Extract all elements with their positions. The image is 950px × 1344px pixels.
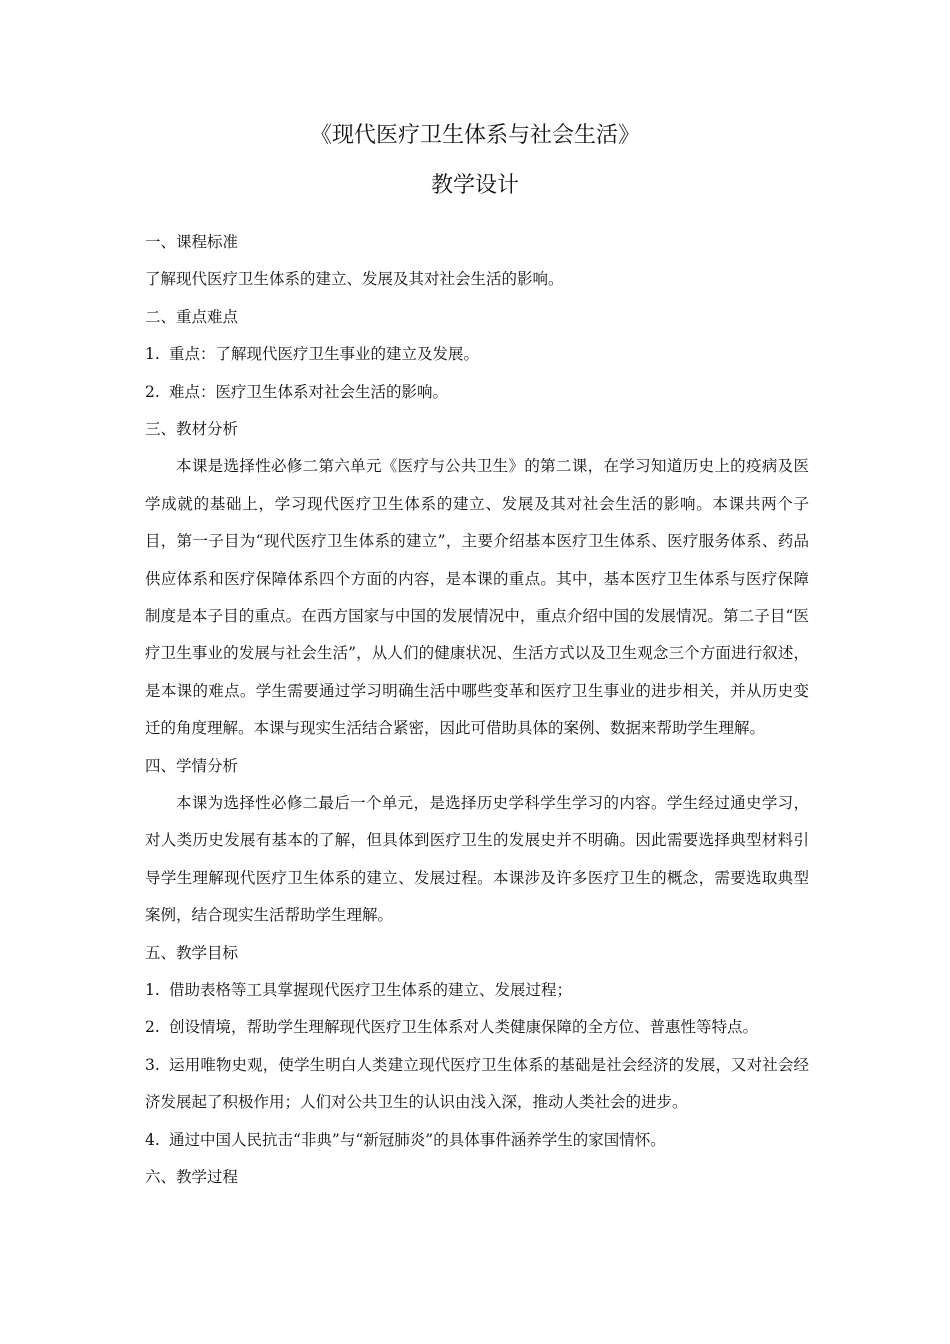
document-subtitle: 教学设计 (430, 173, 519, 198)
section-heading-curriculum-standard: 一、课程标准 (145, 233, 239, 251)
list-item-number: 4. (145, 1130, 160, 1149)
section-heading-key-points: 二、重点难点 (145, 307, 239, 326)
section-heading-teaching-objectives: 五、教学目标 (145, 943, 239, 962)
list-item-text: 重点：了解现代医疗卫生事业的建立及发展。 (169, 345, 480, 364)
list-item (145, 1122, 809, 1159)
list-item-number: 1. (145, 981, 160, 999)
list-item-number: 2. (145, 1018, 160, 1037)
list-item (145, 336, 809, 373)
list-item-text: 运用唯物史观，使学生明白人类建立现代医疗卫生体系的基础是社会经济的发展，又对社会经济发展起了积极作用；人们对公共卫生的认识由浅入深，推动人类社会的进步。 (145, 1055, 809, 1112)
list-item (145, 972, 809, 1009)
list-item-text: 借助表格等工具掌握现代医疗卫生体系的建立、发展过程； (169, 981, 573, 999)
curriculum-standard-text: 了解现代医疗卫生体系的建立、发展及其对社会生活的影响。 (145, 270, 564, 289)
list-item-number: 1. (145, 345, 160, 364)
list-item-number: 2. (145, 382, 160, 401)
document-body (145, 224, 809, 1196)
list-item (145, 1047, 809, 1122)
section-heading-teaching-process: 六、教学过程 (145, 1167, 239, 1186)
list-item-text: 难点：医疗卫生体系对社会生活的影响。 (169, 382, 449, 401)
section-heading-student-analysis: 四、学情分析 (145, 756, 239, 775)
list-item-text: 通过中国人民抗击“非典”与“新冠肺炎”的具体事件涵养学生的家国情怀。 (169, 1130, 666, 1149)
list-item (145, 374, 809, 411)
student-analysis-paragraph: 本课为选择性必修二最后一个单元，是选择历史学科学生学习的内容。学生经过通史学习，对人类历史发展有基本的了解，但具体到医疗卫生的发展史并不明确。因此需要选择典型材料引导学生理解现代医疗卫生体系的建立、发展过程。本课涉及许多医疗卫生的概念，需要选取典型案例，结合现实生活帮助学生理解。 (145, 793, 809, 925)
list-item (145, 1009, 809, 1046)
document-title: 《现代医疗卫生体系与社会生活》 (309, 123, 640, 148)
section-heading-textbook-analysis: 三、教材分析 (145, 419, 239, 438)
textbook-analysis-paragraph: 本课是选择性必修二第六单元《医疗与公共卫生》的第二课，在学习知道历史上的疫病及医学成就的基础上，学习现代医疗卫生体系的建立、发展及其对社会生活的影响。本课共两个子目，第一子目为“现代医疗卫生体系的建立”，主要介绍基本医疗卫生体系、医疗服务体系、药品供应体系和医疗保障体系四个方面的内容，是本课的重点。其中，基本医疗卫生体系与医疗保障制度是本子目的重点。在西方国家与中国的发展情况中，重点介绍中国的发展情况。第二子目“医疗卫生事业的发展与社会生活”，从人们的健康状况、生活方式以及卫生观念三个方面进行叙述，是本课的难点。学生需要通过学习明确生活中哪些变革和医疗卫生事业的进步相关，并从历史变迁的角度理解。本课与现实生活结合紧密，因此可借助具体的案例、数据来帮助学生理解。 (145, 457, 809, 738)
list-item-text: 创设情境，帮助学生理解现代医疗卫生体系对人类健康保障的全方位、普惠性等特点。 (169, 1018, 759, 1037)
list-item-number: 3. (145, 1055, 160, 1074)
